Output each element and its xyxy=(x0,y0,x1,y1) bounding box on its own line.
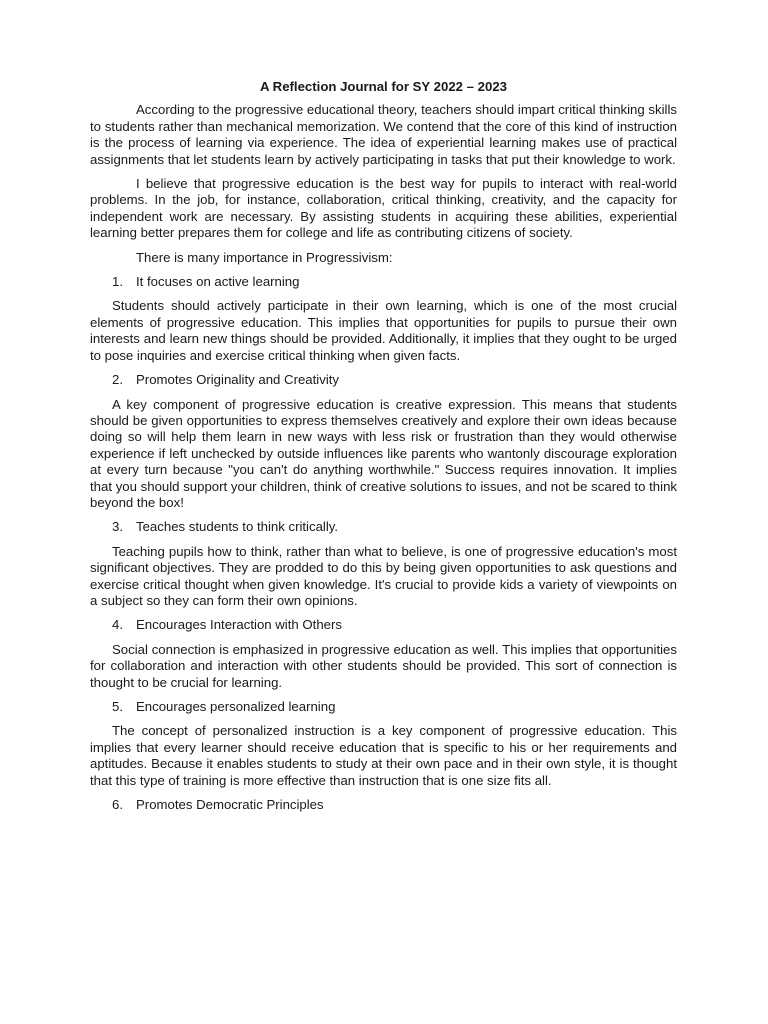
list-item-heading-text: Encourages Interaction with Others xyxy=(136,617,342,633)
list-item-number: 2. xyxy=(112,372,123,388)
list-item-heading-6 xyxy=(90,797,677,813)
list-item-heading-3 xyxy=(90,519,677,535)
list-item-heading-text: Promotes Democratic Principles xyxy=(136,797,324,813)
list-item-body-1: Students should actively participate in their own learning, which is one of the most crucial elements of progressive education. This implies that opportunities for pupils to pursue their own interests and learn new things should be provided. Additionally, it implies that they ought to be urged to pose inquiries and exercise critical thinking when given facts. xyxy=(90,298,677,363)
list-item-heading-text: Teaches students to think critically. xyxy=(136,519,339,535)
list-item-heading-5 xyxy=(90,699,677,715)
intro-paragraph-1: According to the progressive educational theory, teachers should impart critical thinking skills to students rather than mechanical memorization. We contend that the core of this kind of instruction is the process of learning via experience. The idea of experiential learning makes use of practical assignments that let students learn by actively participating in tasks that put their knowledge to work. xyxy=(90,102,677,167)
list-item-body-2: A key component of progressive education is creative expression. This means that students should be given opportunities to express themselves creatively and explore their own ideas because doing so will help them learn in new ways with less risk or frustration than they would otherwise experience if left unchecked by outside influences like parents who wantonly discourage exploration at every turn because "you can't do anything worthwhile." Success requires innovation. It implies that you should support your children, think of creative solutions to issues, and not be scared to think beyond the box! xyxy=(90,396,677,510)
list-item-heading-4 xyxy=(90,617,677,633)
list-item-number: 6. xyxy=(112,797,123,813)
document-page xyxy=(90,79,677,821)
list-item-heading-text: Promotes Originality and Creativity xyxy=(136,372,340,388)
list-item-body-5: The concept of personalized instruction is a key component of progressive education. This implies that every learner should receive education that is specific to his or her requirements and aptitudes. Because it enables students to study at their own pace and in their own style, it is thought that this type of training is more effective than instruction that is one size fits all. xyxy=(90,723,677,788)
document-title: A Reflection Journal for SY 2022 – 2023 xyxy=(259,79,507,94)
intro-paragraph-2: I believe that progressive education is the best way for pupils to interact with real-world problems. In the job, for instance, collaboration, critical thinking, creativity, and the capacity for independent work are necessary. By assisting students in acquiring these abilities, experiential learning better prepares them for college and life as contributing citizens of society. xyxy=(90,176,677,241)
list-item-heading-2 xyxy=(90,372,677,388)
list-item-number: 4. xyxy=(112,617,123,633)
list-item-heading-1 xyxy=(90,274,677,290)
list-item-body-3: Teaching pupils how to think, rather than what to believe, is one of progressive education's most significant objectives. They are prodded to do this by being given opportunities to ask questions and exercise critical thought when given knowledge. It's crucial to provide kids a variety of viewpoints on a subject so they can form their own opinions. xyxy=(90,543,677,608)
list-item-heading-text: It focuses on active learning xyxy=(136,274,300,290)
list-item-number: 5. xyxy=(112,699,123,714)
list-item-heading-text: Encourages personalized learning xyxy=(136,699,336,714)
list-item-number: 3. xyxy=(112,519,123,535)
intro-paragraph-3: There is many importance in Progressivism: xyxy=(136,249,393,265)
list-item-body-4: Social connection is emphasized in progressive education as well. This implies that opportunities for collaboration and interaction with other students should be provided. This sort of connection is thought to be crucial for learning. xyxy=(90,641,677,690)
list-item-number: 1. xyxy=(112,274,123,290)
